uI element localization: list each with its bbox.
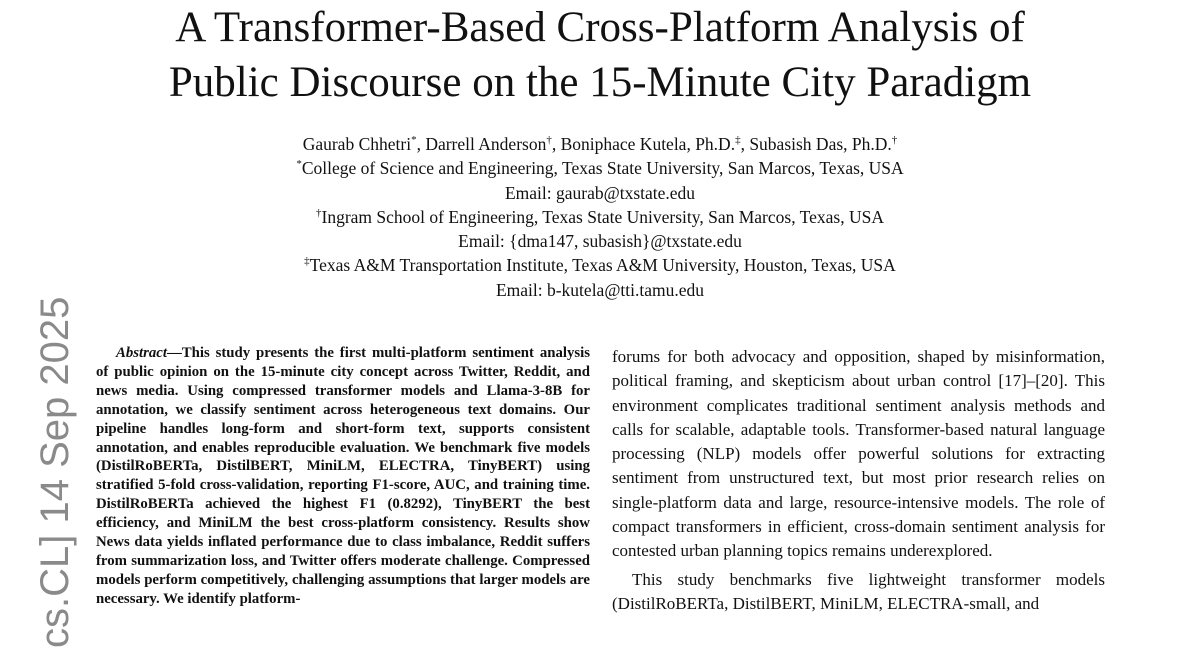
- affiliation-text: Ingram School of Engineering, Texas State University, San Marcos, Texas, USA: [321, 206, 884, 227]
- author-mark: *: [411, 134, 417, 147]
- author-mark: ‡: [735, 134, 741, 147]
- affiliation-line: [0, 253, 1200, 277]
- affiliation-email: Email: {dma147, subasish}@txstate.edu: [458, 231, 742, 252]
- affiliation-mark: †: [316, 207, 322, 220]
- affiliation-text: Texas A&M Transportation Institute, Texas A&M University, Houston, Texas, USA: [309, 255, 896, 276]
- body-paragraph: This study benchmarks five lightweight transformer models (DistilRoBERTa, DistilBERT, MiniLM, ELECTRA-small, and: [612, 569, 1105, 613]
- body-paragraph: forums for both advocacy and opposition, shaped by misinformation, political framing, and skepticism about urban control [17]–[20]. This environment complicates traditional sentiment analysis methods and calls for scalable, adaptable tools. Transformer-based natural language processing (NLP) models offer powerful solutions for extracting sentiment from unstructured text, but most prior research relies on single-platform data and large, resource-intensive models. The role of compact transformers in efficient, cross-domain sentiment analysis for contested urban planning topics remains underexplored.: [612, 347, 1105, 561]
- author-name: Subasish Das, Ph.D.: [749, 134, 892, 154]
- abstract: Abstract—This study presents the first multi-platform sentiment analysis of public opinion on the 15-minute city concept across Twitter, Reddit, and news media. Using compressed transformer models and Llama-3-8B for annotation, we classify sentiment across heterogeneous text domains. Our pipeline handles long-form and short-form text, supports consistent annotation, and enables reproducible evaluation. We benchmark five models (DistilRoBERTa, DistilBERT, MiniLM, ELECTRA, TinyBERT) using stratified 5-fold cross-validation, reporting F1-score, AUC, and training time. DistilRoBERTa achieved the highest F1 (0.8292), TinyBERT the best efficiency, and MiniLM the best cross-platform consistency. Results show News data yields inflated performance due to class imbalance, Reddit suffers from summarization loss, and Twitter offers moderate challenge. Compressed models perform competitively, challenging assumptions that larger models are necessary. We identify platform-: [96, 345, 590, 607]
- body-column-right: [612, 345, 1105, 616]
- affiliation-line: [0, 156, 1200, 180]
- author-name: Darrell Anderson: [425, 134, 547, 154]
- arxiv-stamp: cs.CL] 14 Sep 2025: [33, 296, 77, 648]
- affiliation-email: Email: b-kutela@tti.tamu.edu: [495, 279, 705, 300]
- title-line-1: A Transformer-Based Cross-Platform Analysis of: [175, 4, 1025, 51]
- affiliation-mark: ‡: [304, 255, 310, 268]
- author-list: Gaurab Chhetri*, Darrell Anderson†, Boniphace Kutela, Ph.D.‡, Subasish Das, Ph.D.†: [302, 134, 898, 154]
- author-name: Gaurab Chhetri: [302, 134, 412, 154]
- title-line-2: Public Discourse on the 15-Minute City Paradigm: [168, 59, 1032, 106]
- author-block: [0, 132, 1200, 302]
- abstract-label: Abstract: [116, 345, 167, 361]
- author-name: Boniphace Kutela, Ph.D.: [560, 134, 736, 154]
- affiliation-mark: *: [296, 158, 302, 171]
- abstract-text: This study presents the first multi-platform sentiment analysis of public opinion on the 15-minute city concept across Twitter, Reddit, and news media. Using compressed transformer models and Llama-3-8B for annotation, we classify sentiment across heterogeneous text domains. Our pipeline handles long-form and short-form text, supports consistent annotation, and enables reproducible evaluation. We benchmark five models (DistilRoBERTa, DistilBERT, MiniLM, ELECTRA, TinyBERT) using stratified 5-fold cross-validation, reporting F1-score, AUC, and training time. DistilRoBERTa achieved the highest F1 (0.8292), TinyBERT the best efficiency, and MiniLM the best cross-platform consistency. Results show News data yields inflated performance due to class imbalance, Reddit suffers from summarization loss, and Twitter offers moderate challenge. Compressed models perform competitively, challenging assumptions that larger models are necessary. We identify platform-: [96, 345, 590, 607]
- affiliation-text: College of Science and Engineering, Texas State University, San Marcos, Texas, USA: [301, 158, 904, 179]
- affiliation-email: Email: gaurab@txstate.edu: [504, 182, 696, 203]
- author-mark: †: [546, 134, 552, 147]
- author-mark: †: [891, 134, 898, 147]
- affiliation-line: [0, 205, 1200, 229]
- paper-title: [0, 0, 1200, 110]
